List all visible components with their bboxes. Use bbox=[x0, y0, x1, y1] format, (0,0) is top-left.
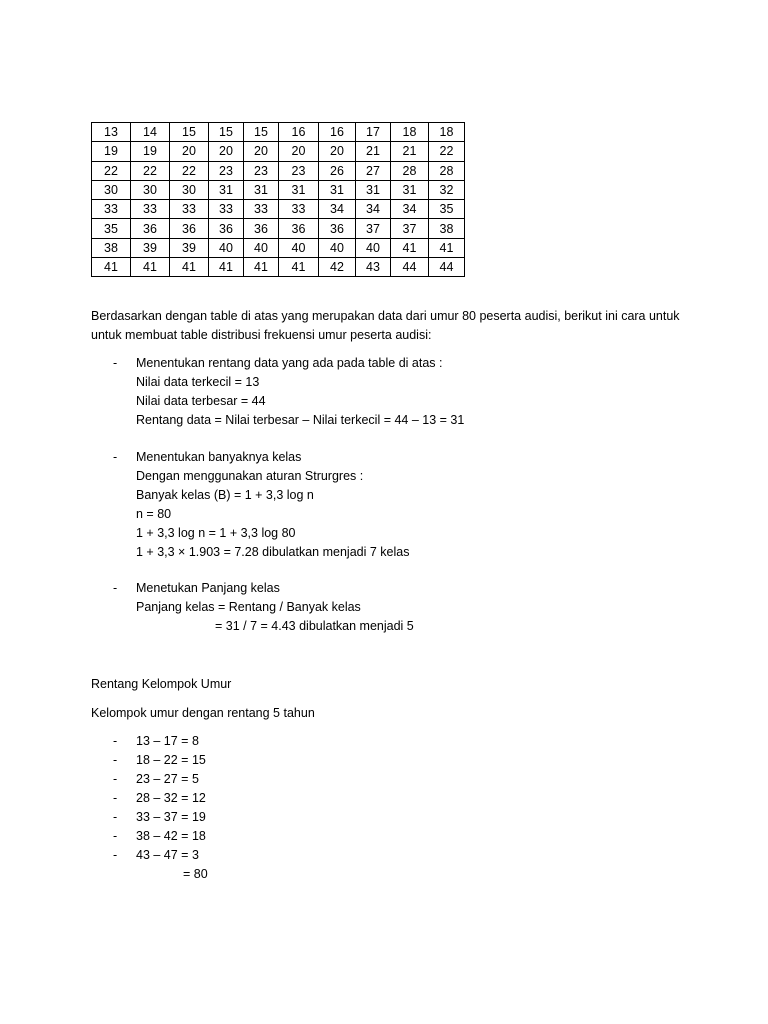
table-cell: 22 bbox=[131, 161, 170, 180]
table-cell: 43 bbox=[356, 258, 391, 277]
table-cell: 34 bbox=[391, 200, 429, 219]
table-cell: 40 bbox=[356, 238, 391, 257]
list-item bbox=[91, 827, 691, 846]
bullet-dash: - bbox=[113, 848, 118, 862]
table-row bbox=[92, 200, 465, 219]
table-cell: 34 bbox=[356, 200, 391, 219]
section-title: Rentang Kelompok Umur bbox=[91, 677, 232, 691]
list-item bbox=[91, 846, 691, 865]
group-item: 18 – 22 = 15 bbox=[136, 753, 206, 767]
bullet-dash: - bbox=[113, 753, 118, 767]
table-cell: 32 bbox=[429, 180, 465, 199]
table-cell: 21 bbox=[391, 142, 429, 161]
table-row bbox=[92, 142, 465, 161]
table-cell: 20 bbox=[244, 142, 279, 161]
table-cell: 35 bbox=[429, 200, 465, 219]
table-cell: 33 bbox=[170, 200, 209, 219]
table-cell: 36 bbox=[279, 219, 319, 238]
step-title: Menentukan banyaknya kelas bbox=[136, 450, 302, 464]
table-cell: 23 bbox=[244, 161, 279, 180]
table-cell: 42 bbox=[319, 258, 356, 277]
table-cell: 44 bbox=[391, 258, 429, 277]
step-line: Dengan menggunakan aturan Strurgres : bbox=[136, 469, 364, 483]
table-cell: 41 bbox=[391, 238, 429, 257]
table-cell: 40 bbox=[209, 238, 244, 257]
table-cell: 31 bbox=[279, 180, 319, 199]
table-cell: 36 bbox=[209, 219, 244, 238]
table-cell: 19 bbox=[92, 142, 131, 161]
table-cell: 36 bbox=[319, 219, 356, 238]
table-cell: 15 bbox=[209, 123, 244, 142]
table-cell: 41 bbox=[244, 258, 279, 277]
list-item bbox=[91, 789, 691, 808]
age-data-table bbox=[91, 122, 465, 277]
table-cell: 18 bbox=[429, 123, 465, 142]
total-value: = 80 bbox=[183, 867, 208, 881]
table-cell: 36 bbox=[170, 219, 209, 238]
bullet-dash: - bbox=[113, 356, 118, 370]
table-cell: 31 bbox=[391, 180, 429, 199]
table-cell: 14 bbox=[131, 123, 170, 142]
table-cell: 31 bbox=[244, 180, 279, 199]
table-cell: 33 bbox=[92, 200, 131, 219]
bullet-dash: - bbox=[113, 829, 118, 843]
step-line: = 31 / 7 = 4.43 dibulatkan menjadi 5 bbox=[215, 619, 414, 633]
step-line: Rentang data = Nilai terbesar – Nilai terkecil = 44 – 13 = 31 bbox=[136, 413, 465, 427]
group-item: 28 – 32 = 12 bbox=[136, 791, 206, 805]
table-row bbox=[92, 123, 465, 142]
list-item bbox=[91, 770, 691, 789]
step-line: Panjang kelas = Rentang / Banyak kelas bbox=[136, 600, 361, 614]
table-cell: 41 bbox=[92, 258, 131, 277]
table-row bbox=[92, 219, 465, 238]
table-cell: 28 bbox=[429, 161, 465, 180]
table-cell: 41 bbox=[429, 238, 465, 257]
group-item: 38 – 42 = 18 bbox=[136, 829, 206, 843]
step-line: 1 + 3,3 × 1.903 = 7.28 dibulatkan menjadi 7 kelas bbox=[136, 545, 410, 559]
list-item bbox=[91, 354, 691, 373]
group-item: 43 – 47 = 3 bbox=[136, 848, 199, 862]
table-cell: 37 bbox=[356, 219, 391, 238]
table-cell: 21 bbox=[356, 142, 391, 161]
table-cell: 20 bbox=[279, 142, 319, 161]
table-cell: 37 bbox=[391, 219, 429, 238]
intro-paragraph: Berdasarkan dengan table di atas yang merupakan data dari umur 80 peserta audisi, berikut ini cara untuk untuk membuat table distribusi frekuensi umur peserta audisi: bbox=[91, 309, 680, 342]
group-item: 23 – 27 = 5 bbox=[136, 772, 199, 786]
bullet-dash: - bbox=[113, 810, 118, 824]
bullet-dash: - bbox=[113, 450, 118, 464]
table-cell: 30 bbox=[131, 180, 170, 199]
table-row bbox=[92, 238, 465, 257]
table-cell: 40 bbox=[279, 238, 319, 257]
table-row bbox=[92, 161, 465, 180]
step-title: Menetukan Panjang kelas bbox=[136, 581, 280, 595]
table-cell: 22 bbox=[170, 161, 209, 180]
table-cell: 16 bbox=[319, 123, 356, 142]
table-cell: 27 bbox=[356, 161, 391, 180]
table-cell: 31 bbox=[319, 180, 356, 199]
table-row bbox=[92, 258, 465, 277]
table-cell: 30 bbox=[92, 180, 131, 199]
step-class-length bbox=[91, 579, 691, 636]
list-item bbox=[91, 579, 691, 598]
list-item bbox=[91, 751, 691, 770]
group-item: 33 – 37 = 19 bbox=[136, 810, 206, 824]
section-subtitle: Kelompok umur dengan rentang 5 tahun bbox=[91, 706, 315, 720]
bullet-dash: - bbox=[113, 734, 118, 748]
bullet-dash: - bbox=[113, 772, 118, 786]
table-row bbox=[92, 180, 465, 199]
table-cell: 38 bbox=[429, 219, 465, 238]
table-cell: 33 bbox=[244, 200, 279, 219]
group-item: 13 – 17 = 8 bbox=[136, 734, 199, 748]
table-cell: 34 bbox=[319, 200, 356, 219]
table-cell: 15 bbox=[170, 123, 209, 142]
bullet-dash: - bbox=[113, 581, 118, 595]
table-cell: 33 bbox=[279, 200, 319, 219]
table-cell: 36 bbox=[244, 219, 279, 238]
table-cell: 13 bbox=[92, 123, 131, 142]
table-cell: 26 bbox=[319, 161, 356, 180]
table-cell: 20 bbox=[209, 142, 244, 161]
step-title: Menentukan rentang data yang ada pada table di atas : bbox=[136, 356, 443, 370]
table-cell: 41 bbox=[170, 258, 209, 277]
table-cell: 30 bbox=[170, 180, 209, 199]
table-cell: 31 bbox=[356, 180, 391, 199]
table-cell: 44 bbox=[429, 258, 465, 277]
table-cell: 33 bbox=[131, 200, 170, 219]
step-line: 1 + 3,3 log n = 1 + 3,3 log 80 bbox=[136, 526, 296, 540]
table-cell: 23 bbox=[209, 161, 244, 180]
list-item bbox=[91, 448, 691, 467]
step-line: n = 80 bbox=[136, 507, 172, 521]
step-class-count bbox=[91, 448, 691, 562]
table-cell: 33 bbox=[209, 200, 244, 219]
table-cell: 35 bbox=[92, 219, 131, 238]
table-cell: 41 bbox=[209, 258, 244, 277]
table-cell: 31 bbox=[209, 180, 244, 199]
table-cell: 20 bbox=[319, 142, 356, 161]
table-cell: 23 bbox=[279, 161, 319, 180]
step-range bbox=[91, 354, 691, 430]
step-line: Nilai data terbesar = 44 bbox=[136, 394, 266, 408]
table-cell: 41 bbox=[279, 258, 319, 277]
table-cell: 38 bbox=[92, 238, 131, 257]
list-item bbox=[91, 808, 691, 827]
table-cell: 16 bbox=[279, 123, 319, 142]
table-cell: 28 bbox=[391, 161, 429, 180]
list-item bbox=[91, 732, 691, 751]
table-cell: 20 bbox=[170, 142, 209, 161]
table-cell: 22 bbox=[429, 142, 465, 161]
table-cell: 39 bbox=[170, 238, 209, 257]
age-group-list bbox=[91, 732, 691, 865]
step-line: Nilai data terkecil = 13 bbox=[136, 375, 260, 389]
table-cell: 17 bbox=[356, 123, 391, 142]
table-cell: 40 bbox=[244, 238, 279, 257]
table-cell: 36 bbox=[131, 219, 170, 238]
table-cell: 40 bbox=[319, 238, 356, 257]
table-cell: 39 bbox=[131, 238, 170, 257]
step-line: Banyak kelas (B) = 1 + 3,3 log n bbox=[136, 488, 314, 502]
table-cell: 15 bbox=[244, 123, 279, 142]
bullet-dash: - bbox=[113, 791, 118, 805]
table-cell: 22 bbox=[92, 161, 131, 180]
table-cell: 19 bbox=[131, 142, 170, 161]
table-cell: 41 bbox=[131, 258, 170, 277]
table-cell: 18 bbox=[391, 123, 429, 142]
